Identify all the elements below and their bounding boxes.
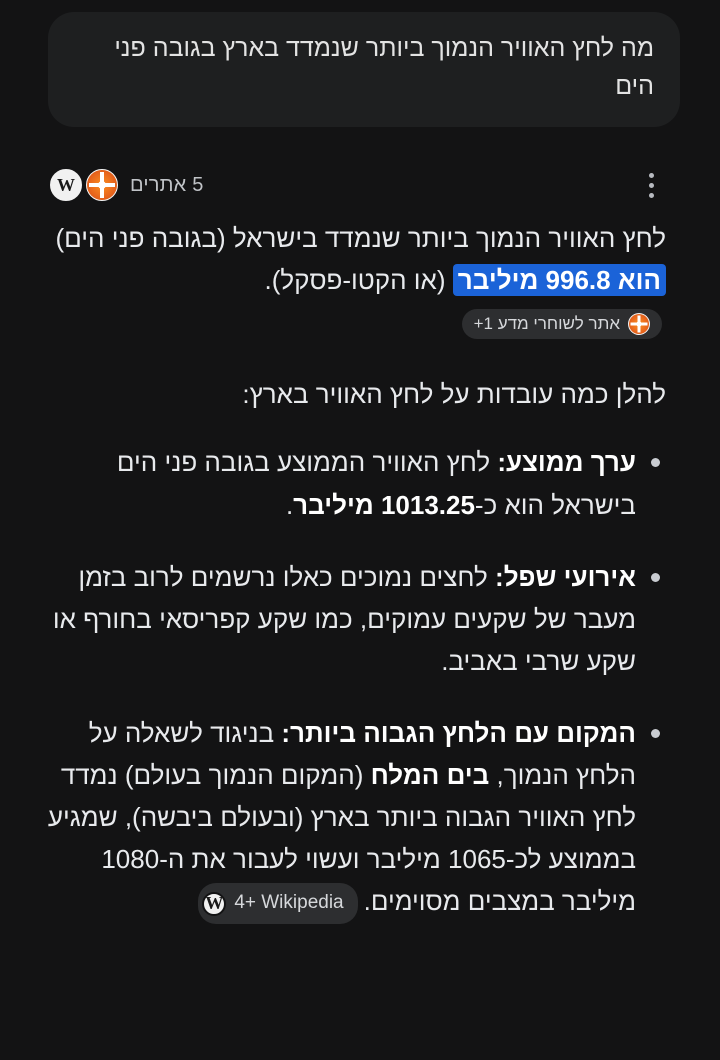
- fact-value-average: 1013.25 מיליבר: [293, 489, 475, 520]
- fact-text-low-events: לחצים נמוכים כאלו נרשמים לרוב בזמן מעבר של שקעים עמוקים, כמו שקע קפריסאי בחורף או שקע שרבי באביב.: [52, 561, 636, 676]
- sources-summary[interactable]: [58, 167, 204, 203]
- wikipedia-chip-icon: W: [202, 892, 226, 916]
- fact-item-average: [44, 441, 666, 525]
- fact-title-low-events: אירועי שפל:: [495, 561, 636, 592]
- answer-paragraph: [36, 217, 684, 343]
- citation-chip-wikipedia-label: 4+ Wikipedia: [234, 892, 344, 914]
- facts-intro: להלן כמה עובדות על לחץ האוויר בארץ:: [242, 379, 666, 410]
- user-prompt-bubble: מה לחץ האוויר הנמוך ביותר שנמדד בארץ בגובה פני הים: [48, 12, 680, 127]
- fact-title-average: ערך ממוצע:: [497, 447, 636, 478]
- sources-count-label: 5 אתרים: [130, 173, 204, 196]
- fact-text-average-before: לחץ האוויר הממוצע בגובה פני הים בישראל הוא כ-: [116, 447, 636, 520]
- more-options-icon[interactable]: [638, 167, 664, 204]
- citation-chip-wikipedia[interactable]: [198, 883, 357, 924]
- mada-favicon-icon: [84, 167, 120, 203]
- fact-value-dead-sea: בים המלח: [370, 760, 490, 791]
- user-prompt-row: [0, 0, 720, 127]
- answer-lead: [54, 217, 666, 343]
- fact-item-low-events: [44, 556, 666, 682]
- answer-highlight: הוא 996.8 מיליבר: [453, 264, 666, 296]
- citation-chip-science[interactable]: [462, 309, 662, 339]
- response-meta-row: [36, 163, 684, 207]
- assistant-response: [0, 163, 720, 924]
- answer-lead-part1: לחץ האוויר הנמוך ביותר שנמדד בישראל (בגובה פני הים): [55, 223, 666, 253]
- fact-text-highest-before: בניגוד לשאלה על הלחץ הנמוך,: [88, 717, 636, 791]
- facts-list: [36, 441, 684, 923]
- fact-text-average-after: .: [285, 489, 294, 520]
- source-favicons[interactable]: [58, 167, 120, 203]
- fact-item-highest-pressure: [44, 712, 666, 924]
- fact-text-highest-after: (המקום הנמוך בעולם) נמדד לחץ האוויר הגבוה ביותר בארץ (ובעולם ביבשה), שמגיע בממוצע לכ-1065 מיליבר ועשוי לעבור את ה-1080 מיליבר במצבים מסוימים.: [47, 760, 636, 917]
- citation-chip-label: אתר לשוחרי מדע 1+: [473, 314, 620, 334]
- answer-lead-part2: (או הקטו-פסקל).: [264, 265, 446, 296]
- mada-chip-icon: [628, 313, 650, 335]
- wikipedia-favicon-icon: W: [48, 167, 84, 203]
- fact-title-highest-pressure: המקום עם הלחץ הגבוה ביותר:: [281, 717, 636, 748]
